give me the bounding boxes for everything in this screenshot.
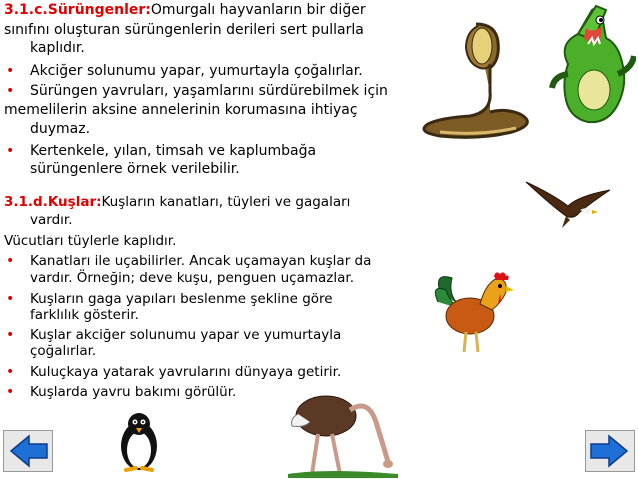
birds-intro-text: Kuşların kanatları, tüyleri ve gagaları <box>101 194 351 210</box>
forward-arrow-icon <box>585 430 635 472</box>
birds-intro-line2: vardır. <box>30 212 73 228</box>
birds-bullet-3: Kuşlar akciğer solunumu yapar ve yumurtayla <box>30 327 342 343</box>
forward-button[interactable] <box>585 430 635 476</box>
reptiles-bullet-2-line3: duymaz. <box>30 121 91 137</box>
ostrich-icon <box>288 388 398 478</box>
birds-heading: 3.1.d.Kuşlar: <box>4 194 102 210</box>
birds-bullet-4: Kuluçkaya yatarak yavrularını dünyaya getirir. <box>30 364 342 380</box>
rooster-icon <box>430 268 516 356</box>
back-arrow-icon <box>3 430 53 472</box>
bullet-icon: • <box>6 143 15 159</box>
birds-bullet-3-line2: çoğalırlar. <box>30 343 97 359</box>
reptiles-heading: 3.1.c.Sürüngenler: <box>4 2 151 18</box>
birds-bullet-2-line2: farklılık gösterir. <box>30 307 139 323</box>
reptiles-bullet-2-line2: memelilerin aksine annelerinin korumasına ihtiyaç <box>4 102 358 118</box>
birds-bullet-2: Kuşların gaga yapıları beslenme şekline göre <box>30 291 333 307</box>
bullet-icon: • <box>6 63 15 79</box>
reptiles-intro-line2: sınıfını oluşturan sürüngenlerin derileri sert pullarla <box>4 22 364 38</box>
reptiles-bullet-3-line2: sürüngenlere örnek verilebilir. <box>30 161 240 177</box>
crocodile-icon <box>548 4 636 132</box>
bullet-icon: • <box>6 253 15 269</box>
birds-feathers-line: Vücutları tüylerle kaplıdır. <box>4 233 177 249</box>
reptiles-intro-text: Omurgalı hayvanların bir diğer <box>150 2 366 18</box>
back-button[interactable] <box>3 430 53 476</box>
reptiles-intro <box>4 2 366 19</box>
eagle-icon <box>522 176 614 232</box>
penguin-icon <box>116 410 162 474</box>
bullet-icon: • <box>6 291 15 307</box>
birds-bullet-1-line2: vardır. Örneğin; deve kuşu, penguen uçamazlar. <box>30 270 354 286</box>
bullet-icon: • <box>6 327 15 343</box>
birds-bullet-1: Kanatları ile uçabilirler. Ancak uçamayan kuşlar da <box>30 253 372 269</box>
cobra-icon <box>420 20 550 140</box>
birds-bullet-5: Kuşlarda yavru bakımı görülür. <box>30 384 237 400</box>
reptiles-bullet-1: Akciğer solunumu yapar, yumurtayla çoğalırlar. <box>30 63 363 79</box>
reptiles-bullet-2: Sürüngen yavruları, yaşamlarını sürdürebilmek için <box>30 83 388 99</box>
bullet-icon: • <box>6 364 15 380</box>
bullet-icon: • <box>6 384 15 400</box>
birds-intro <box>4 194 350 211</box>
reptiles-bullet-3: Kertenkele, yılan, timsah ve kaplumbağa <box>30 143 317 159</box>
reptiles-intro-line3: kaplıdır. <box>30 40 85 56</box>
bullet-icon: • <box>6 83 15 99</box>
